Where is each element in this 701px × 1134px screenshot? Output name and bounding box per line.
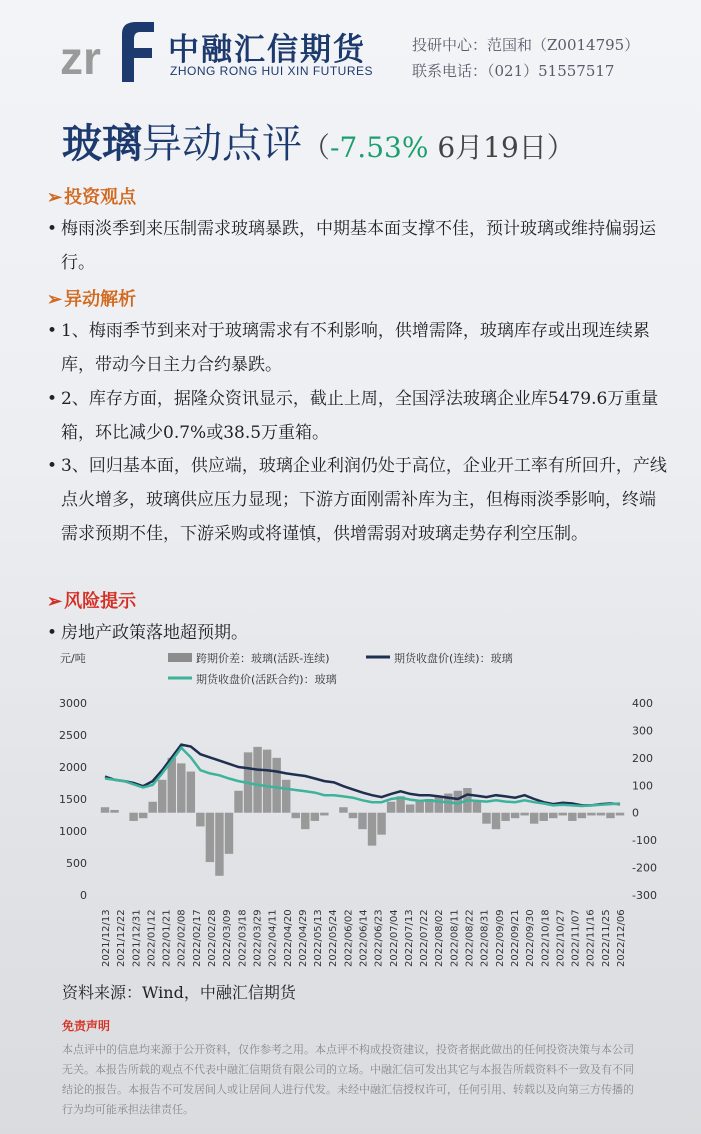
- spread-bar: [473, 802, 481, 813]
- section-view-title: [47, 183, 136, 209]
- spread-bar: [368, 813, 376, 846]
- x-tick-label: 2022/08/31: [479, 909, 491, 967]
- spread-bar: [187, 772, 195, 813]
- y-tick-right: -100: [632, 834, 657, 848]
- title-product: 玻璃: [62, 120, 142, 167]
- x-tick-label: 2022/10/27: [555, 909, 567, 967]
- spread-bar: [501, 813, 509, 821]
- y-axis-unit: 元/吨: [60, 652, 86, 665]
- spread-bar: [101, 807, 109, 812]
- analysis-bullet-2: [47, 382, 667, 450]
- title-close-paren: ）: [546, 131, 575, 164]
- x-tick-label: 2022/06/14: [358, 909, 370, 967]
- company-logo-icon: [60, 12, 160, 82]
- x-tick-label: 2022/04/20: [282, 909, 294, 967]
- spread-bar: [139, 813, 147, 818]
- y-tick-right: 0: [632, 806, 639, 820]
- spread-bar: [263, 750, 271, 813]
- x-tick-label: 2022/11/07: [570, 909, 582, 967]
- bullet-dot-icon: •: [47, 389, 58, 409]
- y-tick-left: 500: [66, 857, 87, 870]
- spread-bar: [196, 813, 204, 827]
- header: [0, 0, 701, 105]
- bullet-dot-icon: •: [47, 219, 58, 239]
- x-tick-label: 2022/07/22: [419, 909, 431, 967]
- spread-bar: [253, 747, 261, 813]
- spread-bar: [568, 813, 576, 821]
- arrow-icon: ➢: [47, 187, 63, 208]
- spread-bar: [225, 813, 233, 854]
- x-tick-label: 2022/01/21: [161, 909, 173, 967]
- x-tick-label: 2021/12/22: [116, 909, 128, 967]
- y-tick-right: 400: [632, 697, 653, 710]
- spread-bar: [148, 802, 156, 813]
- legend-swatch-spread: [168, 653, 192, 662]
- spread-bar: [110, 810, 118, 813]
- data-source: 资料来源：Wind，中融汇信期货: [62, 983, 296, 1002]
- spread-bar: [282, 780, 290, 813]
- contact-phone: 联系电话：（021）51557517: [412, 62, 615, 80]
- y-tick-left: 2000: [59, 761, 87, 774]
- page-title: [62, 112, 575, 169]
- section-analysis-title: [47, 285, 136, 311]
- view-bullet: [47, 212, 667, 280]
- x-tick-label: 2022/01/12: [146, 909, 158, 967]
- x-tick-label: 2022/06/23: [373, 909, 385, 967]
- x-tick-label: 2022/11/25: [600, 909, 612, 967]
- spread-bar: [215, 813, 223, 876]
- risk-text: 房地产政策落地超预期。: [61, 623, 248, 643]
- view-text: 梅雨淡季到来压制需求玻璃暴跌，中期基本面支撑不佳，预计玻璃或维持偏弱运行。: [61, 219, 656, 273]
- x-tick-label: 2022/02/08: [176, 909, 188, 967]
- section-analysis-label: 异动解析: [64, 289, 137, 310]
- arrow-icon: ➢: [47, 289, 63, 310]
- x-tick-label: 2022/08/22: [464, 909, 476, 967]
- spread-bar: [606, 813, 614, 818]
- spread-bar: [416, 802, 424, 813]
- spread-bar: [301, 813, 309, 829]
- title-open-paren: （: [302, 131, 331, 164]
- legend-label-spread: 跨期价差：玻璃(活跃-连续): [196, 652, 330, 665]
- analysis-bullet-3: [47, 449, 667, 551]
- x-tick-label: 2022/03/18: [237, 909, 249, 967]
- x-tick-label: 2021/12/31: [131, 909, 143, 967]
- y-tick-left: 1000: [59, 825, 87, 838]
- disclaimer-title: 免责声明: [62, 1019, 111, 1033]
- x-tick-label: 2022/05/13: [313, 909, 325, 967]
- spread-bar: [339, 807, 347, 812]
- spread-bar: [292, 813, 300, 818]
- x-tick-label: 2022/07/13: [403, 909, 415, 967]
- x-tick-label: 2022/10/18: [540, 909, 552, 967]
- section-view-label: 投资观点: [64, 187, 137, 208]
- spread-bar: [377, 813, 385, 835]
- title-date: 6月19日: [428, 131, 547, 164]
- legend-label-continuous: 期货收盘价(连续)：玻璃: [394, 652, 513, 665]
- spread-bar: [435, 796, 443, 812]
- title-change: -7.53%: [330, 131, 429, 164]
- company-name-en: ZHONG RONG HUI XIN FUTURES: [170, 64, 374, 78]
- spread-bar: [559, 813, 567, 816]
- y-tick-left: 1500: [59, 793, 87, 806]
- analysis-text-1: 1、梅雨季节到来对于玻璃需求有不利影响，供增需降，玻璃库存或出现连续累库，带动今日主力合约暴跌。: [61, 321, 650, 375]
- spread-bar: [349, 813, 357, 818]
- company-name-cn: 中融汇信期货: [168, 32, 366, 68]
- arrow-icon: ➢: [47, 591, 63, 612]
- x-tick-label: 2022/12/06: [616, 909, 627, 967]
- spread-bar: [578, 813, 586, 818]
- x-tick-label: 2022/09/30: [525, 909, 537, 967]
- x-tick-label: 2022/09/09: [494, 909, 506, 967]
- spread-bar: [530, 813, 538, 824]
- spread-bar: [129, 813, 137, 821]
- x-tick-label: 2022/08/11: [449, 909, 461, 967]
- y-tick-right: 100: [632, 779, 653, 793]
- analysis-bullet-1: [47, 314, 667, 382]
- spread-bar: [616, 813, 624, 816]
- spread-bar: [492, 813, 500, 829]
- spread-bar: [158, 780, 166, 813]
- spread-bar: [520, 813, 528, 816]
- x-tick-label: 2021/12/13: [101, 909, 112, 967]
- spread-bar: [234, 791, 242, 813]
- x-tick-label: 2022/02/28: [207, 909, 219, 967]
- x-tick-label: 2022/08/02: [434, 909, 446, 967]
- spread-bar: [206, 813, 214, 862]
- x-tick-label: 2022/11/16: [585, 909, 597, 967]
- bullet-dot-icon: •: [47, 321, 58, 341]
- spread-bar: [587, 813, 595, 816]
- x-tick-label: 2022/03/29: [252, 909, 264, 967]
- spread-bar: [358, 813, 366, 829]
- y-tick-left: 3000: [59, 697, 87, 710]
- spread-bar: [406, 804, 414, 812]
- section-risk-title: [47, 587, 136, 613]
- bullet-dot-icon: •: [47, 456, 58, 476]
- x-tick-label: 2022/03/09: [222, 909, 234, 967]
- contact-info: [412, 32, 639, 84]
- price-chart: [50, 645, 670, 975]
- spread-bar: [482, 813, 490, 824]
- bullet-dot-icon: •: [47, 623, 58, 643]
- spread-bar: [177, 763, 185, 812]
- x-tick-label: 2022/05/24: [328, 909, 340, 967]
- spread-bar: [597, 813, 605, 816]
- y-tick-left: 2500: [59, 729, 87, 742]
- spread-bar: [311, 813, 319, 821]
- spread-bar: [272, 758, 280, 813]
- spread-bar: [539, 813, 547, 821]
- x-tick-label: 2022/02/17: [191, 909, 203, 967]
- section-risk-label: 风险提示: [64, 591, 137, 612]
- title-type: 异动点评: [142, 121, 302, 167]
- analysis-text-3: 3、回归基本面，供应端，玻璃企业利润仍处于高位，企业开工率有所回升，产线点火增多，玻璃供应压力显现；下游方面刚需补库为主，但梅雨淡季影响，终端需求预期不佳，下游采购或将谨慎，供增需弱对玻璃走势存利空压制。: [61, 456, 667, 544]
- y-tick-right: -300: [632, 889, 657, 902]
- svg-text:zr: zr: [60, 32, 101, 82]
- x-tick-label: 2022/09/21: [509, 909, 521, 967]
- x-tick-label: 2022/06/02: [343, 909, 355, 967]
- spread-bar: [549, 813, 557, 818]
- x-tick-label: 2022/04/29: [297, 909, 309, 967]
- contact-researcher: 投研中心：范国和（Z0014795）: [412, 36, 640, 54]
- y-tick-right: 200: [632, 751, 653, 765]
- spread-bar: [511, 813, 519, 818]
- spread-bar: [320, 813, 328, 816]
- spread-bar: [387, 802, 395, 813]
- y-tick-left: 0: [80, 889, 87, 902]
- x-tick-label: 2022/07/04: [388, 909, 400, 967]
- y-tick-right: 300: [632, 724, 653, 738]
- analysis-text-2: 2、库存方面，据隆众资讯显示，截止上周，全国浮法玻璃企业库5479.6万重量箱，环比减少0.7%或38.5万重箱。: [61, 389, 659, 443]
- legend-label-active: 期货收盘价(活跃合约)：玻璃: [196, 673, 337, 686]
- x-tick-label: 2022/04/11: [267, 909, 279, 967]
- y-tick-right: -200: [632, 861, 657, 875]
- disclaimer-body: 本点评中的信息均来源于公开资料，仅作参考之用。本点评不构成投资建议，投资者据此做出的任何投资决策与本公司无关。本报告所载的观点不代表中融汇信期货有限公司的立场。中融汇信可发出其它与本报告所载资料不一致及有不同结论的报告。本报告不可发居间人或让居间人进行代发。未经中融汇信授权许可，任何引用、转载以及向第三方传播的行为均可能承担法律责任。: [62, 1043, 634, 1116]
